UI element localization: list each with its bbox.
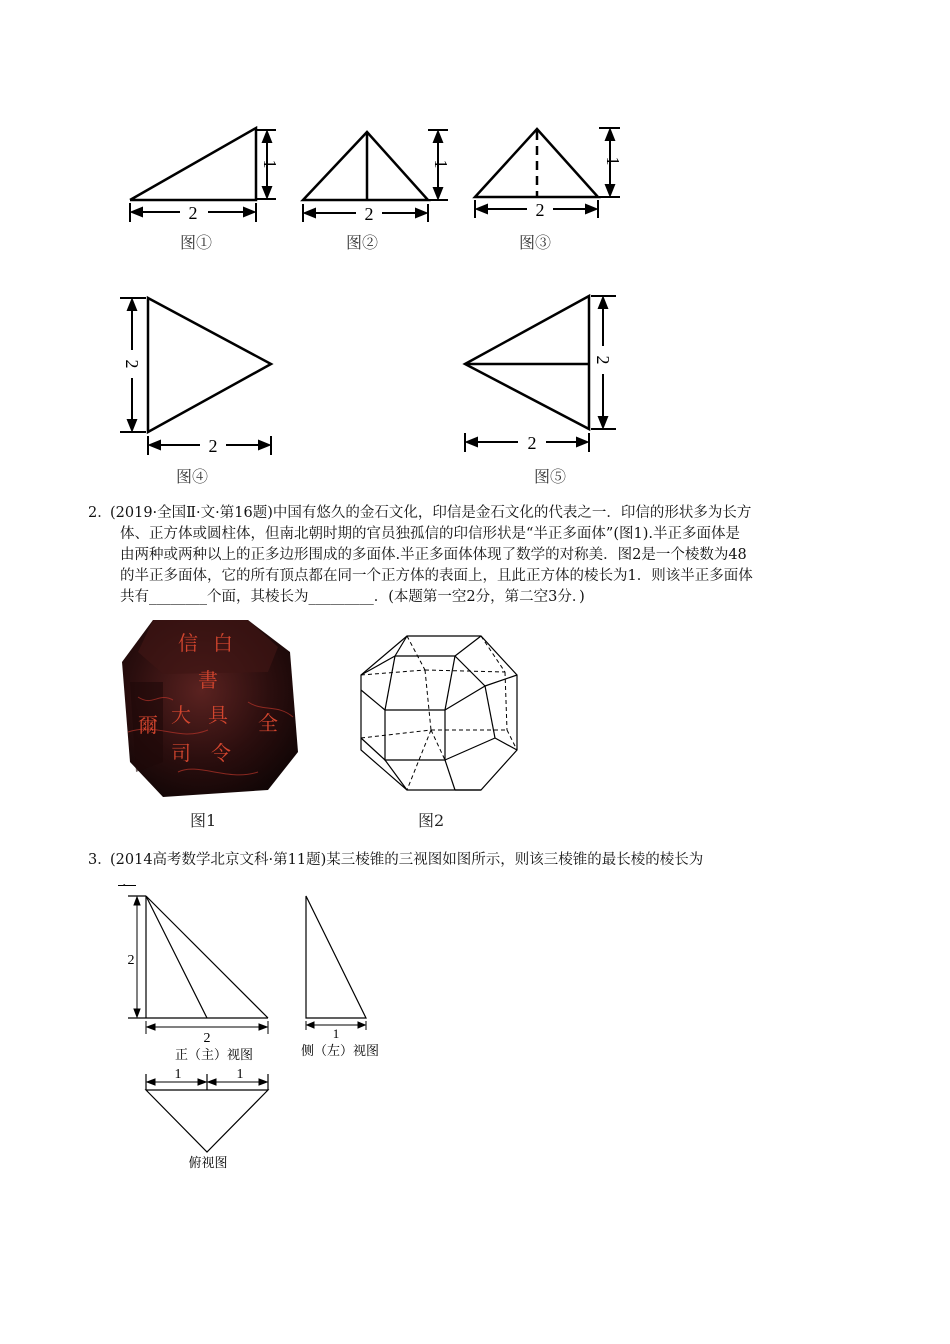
fig2-width-label: 2 <box>364 204 374 224</box>
fig4-label: 图④ <box>175 469 209 486</box>
front-height-label: 2 <box>127 953 135 968</box>
seal-glyph-8: 令 <box>211 743 231 765</box>
seal-glyph-4: 大 <box>171 705 191 727</box>
fig1-shape <box>130 128 256 200</box>
fig2-shape <box>303 132 428 200</box>
fig3-label: 图③ <box>518 235 552 252</box>
seal-glyph-5: 具 <box>208 705 228 727</box>
top-view-label: 俯视图 <box>188 1155 228 1170</box>
fig3-shape <box>475 129 598 197</box>
question-2-line-2: 体、正方体或圆柱体，但南北朝时期的官员独孤信的印信形状是“半正多面体”(图1).半正多面体是 <box>120 526 740 542</box>
seal-photo <box>118 612 303 802</box>
polyhedron-figure-label: 图2 <box>418 811 445 830</box>
seal-glyph-6: 全 <box>258 713 278 735</box>
top-right-label: 1 <box>236 1067 244 1082</box>
fig3-height-label: 1 <box>603 156 623 166</box>
seal-photo-label: 图1 <box>190 811 217 830</box>
three-views-figure <box>0 880 420 1180</box>
front-height-dim <box>134 897 140 1017</box>
front-view-label: 正（主）视图 <box>174 1047 254 1062</box>
question-3-number: 3． <box>88 852 112 868</box>
seal-glyph-7: 司 <box>171 743 191 765</box>
seal-glyph-2: 白 <box>213 633 233 655</box>
top-view <box>146 1074 268 1152</box>
fig5-base-label: 2 <box>527 433 537 453</box>
figure-1 <box>0 0 950 500</box>
question-2-text <box>110 503 880 608</box>
side-width-label: 1 <box>332 1026 340 1041</box>
seal-glyph-1: 信 <box>178 633 198 655</box>
top-left-label: 1 <box>174 1067 182 1082</box>
fig1-width-label: 2 <box>188 203 198 223</box>
question-2-number: 2． <box>88 505 112 521</box>
seal-glyph-3: 書 <box>198 670 218 692</box>
fig4-shape <box>148 298 271 432</box>
seal-glyph-9: 爾 <box>138 715 158 737</box>
fig4-base-label: 2 <box>208 436 218 456</box>
fig2-label: 图② <box>345 235 379 252</box>
fig5-side-label: 2 <box>593 355 613 365</box>
question-2-line-3: 由两种或两种以上的正多边形围成的多面体.半正多面体体现了数学的对称美．图2是一个棱数为48 <box>120 547 747 563</box>
question-2-line-4: 的半正多面体，它的所有顶点都在同一个正方体的表面上，且此正方体的棱长为1．则该半正多面体 <box>120 568 753 584</box>
side-view-label: 侧（左）视图 <box>300 1043 380 1058</box>
fig2-height-label: 1 <box>431 159 451 169</box>
question-3-line-1: (2014高考数学北京文科·第11题)某三棱锥的三视图如图所示，则该三棱锥的最长棱的棱长为 <box>110 852 704 868</box>
question-3-line-2-end: ． <box>122 874 137 890</box>
polyhedron-figure <box>355 630 525 800</box>
fig1-height-label: 1 <box>260 159 280 169</box>
fig5-shape <box>465 296 589 429</box>
fig1-label: 图① <box>179 235 213 252</box>
fig5-label: 图⑤ <box>533 469 567 486</box>
side-view <box>306 896 366 1018</box>
question-2-line-1: (2019·全国Ⅱ·文·第16题)中国有悠久的金石文化，印信是金石文化的代表之一．印信的形状多为长方 <box>110 505 752 521</box>
fig4-side-label: 2 <box>122 359 142 369</box>
front-width-label: 2 <box>203 1031 211 1046</box>
front-view <box>128 896 268 1018</box>
question-2-line-5: 共有________个面，其棱长为_________．(本题第一空2分，第二空3分．) <box>120 589 585 605</box>
fig3-width-label: 2 <box>535 200 545 220</box>
